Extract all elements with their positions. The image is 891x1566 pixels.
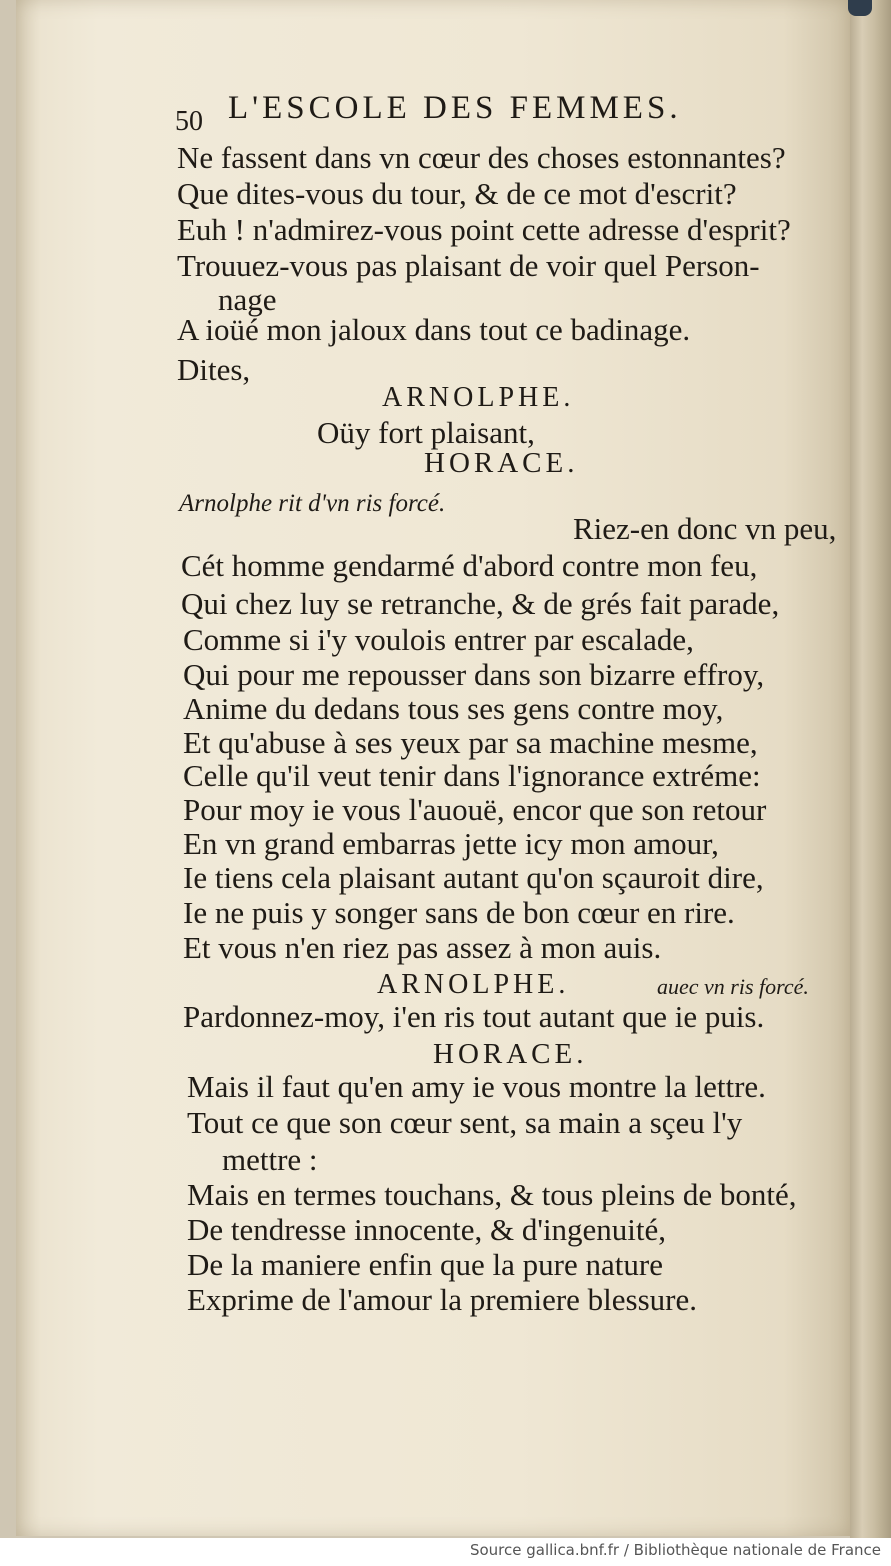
verse-line: Celle qu'il veut tenir dans l'ignorance extréme: [183,758,761,793]
verse-line: Ie tiens cela plaisant autant qu'on sçauroit dire, [183,860,764,895]
verse-line: Que dites-vous du tour, & de ce mot d'escrit? [177,176,737,211]
speaker-name: ARNOLPHE. [377,969,570,1000]
verse-line: Pardonnez-moy, i'en ris tout autant que ie puis. [183,999,765,1034]
verse-line: Euh ! n'admirez-vous point cette adresse d'esprit? [177,212,791,247]
verse-line: Cét homme gendarmé d'abord contre mon feu, [181,548,758,583]
binding-ribbon [848,0,872,16]
verse-line: Qui chez luy se retranche, & de grés fait parade, [181,586,780,621]
verse-line: Et qu'abuse à ses yeux par sa machine mesme, [183,725,758,760]
verse-line: A ioüé mon jaloux dans tout ce badinage. [177,312,691,347]
verse-line: Trouuez-vous pas plaisant de voir quel Person- [177,248,760,283]
running-title: L'ESCOLE DES FEMMES. [228,90,682,126]
speaker-name: ARNOLPHE. [382,382,575,413]
verse-line: Ie ne puis y songer sans de bon cœur en rire. [183,895,735,930]
stage-direction: auec vn ris forcé. [657,974,809,999]
verse-line-continuation: mettre : [222,1142,318,1177]
verse-line: Dites, [177,352,251,387]
verse-line: En vn grand embarras jette icy mon amour, [183,826,719,861]
verse-line: De la maniere enfin que la pure nature [187,1247,663,1282]
verse-line: De tendresse innocente, & d'ingenuité, [187,1212,667,1247]
speaker-name: HORACE. [433,1038,588,1070]
page-number: 50 [175,106,203,137]
verse-line: Pour moy ie vous l'auouë, encor que son retour [183,792,767,827]
speaker-name: HORACE. [424,447,579,479]
verse-line: Oüy fort plaisant, [317,415,535,450]
source-credit: Source gallica.bnf.fr / Bibliothèque nationale de France [469,1541,881,1559]
verse-line: Exprime de l'amour la premiere blessure. [187,1282,698,1317]
verse-line: Tout ce que son cœur sent, sa main a sçeu l'y [187,1105,743,1140]
stage-direction: Arnolphe rit d'vn ris forcé. [179,490,446,517]
verse-line: Riez-en donc vn peu, [573,511,837,546]
verse-line: Et vous n'en riez pas assez à mon auis. [183,930,662,965]
verse-line: Ne fassent dans vn cœur des choses estonnantes? [177,140,786,175]
verse-line: Mais il faut qu'en amy ie vous montre la lettre. [187,1069,766,1104]
verse-line-continuation: nage [218,282,277,317]
verse-line: Mais en termes touchans, & tous pleins de bonté, [187,1177,797,1212]
verse-line: Qui pour me repousser dans son bizarre effroy, [183,657,765,692]
verse-line: Comme si i'y voulois entrer par escalade, [183,622,694,657]
verse-line: Anime du dedans tous ses gens contre moy, [183,691,724,726]
page-edge [850,0,891,1538]
